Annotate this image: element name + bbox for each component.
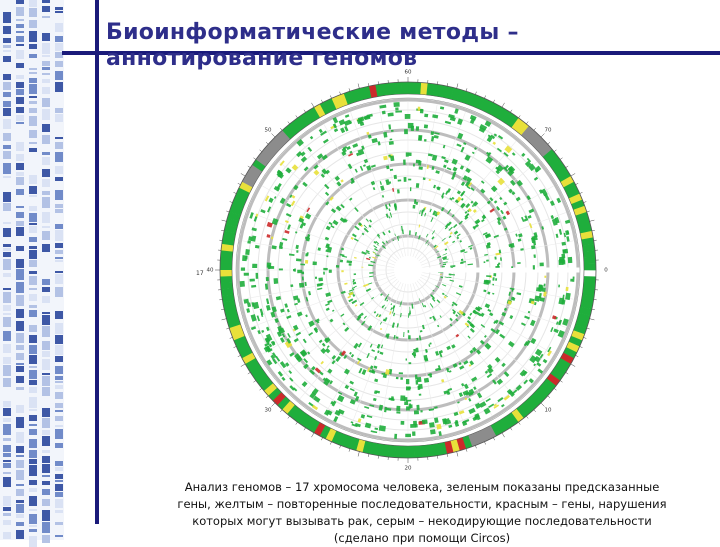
vertical-accent-line	[95, 0, 99, 524]
tick-label: 60	[405, 70, 412, 76]
dna-sequencing-strip	[0, 0, 64, 540]
circos-genome-plot	[188, 82, 628, 472]
tick-label: 70	[545, 127, 552, 133]
caption-line-2: гены, желтым – повторенные последовательности, красным – гены, нарушения	[160, 496, 684, 513]
slide-title: Биоинформатические методы – аннотирование геномов	[106, 20, 626, 72]
tick-label: 10	[545, 408, 552, 414]
caption-line-4: (сделано при помощи Circos)	[160, 530, 684, 547]
tick-label: 30	[264, 408, 271, 414]
tick-label: 0	[604, 268, 608, 274]
chromosome-label: 17	[196, 270, 204, 277]
caption-line-3: которых могут вызывать рак, серым – некодирующие последовательности	[160, 513, 684, 530]
figure-caption	[160, 479, 684, 547]
caption-line-1: Анализ геномов – 17 хромосома человека, зеленым показаны предсказанные	[160, 479, 684, 496]
tick-label: 20	[405, 466, 412, 472]
tick-label: 50	[264, 127, 271, 133]
tick-label: 40	[207, 268, 214, 274]
